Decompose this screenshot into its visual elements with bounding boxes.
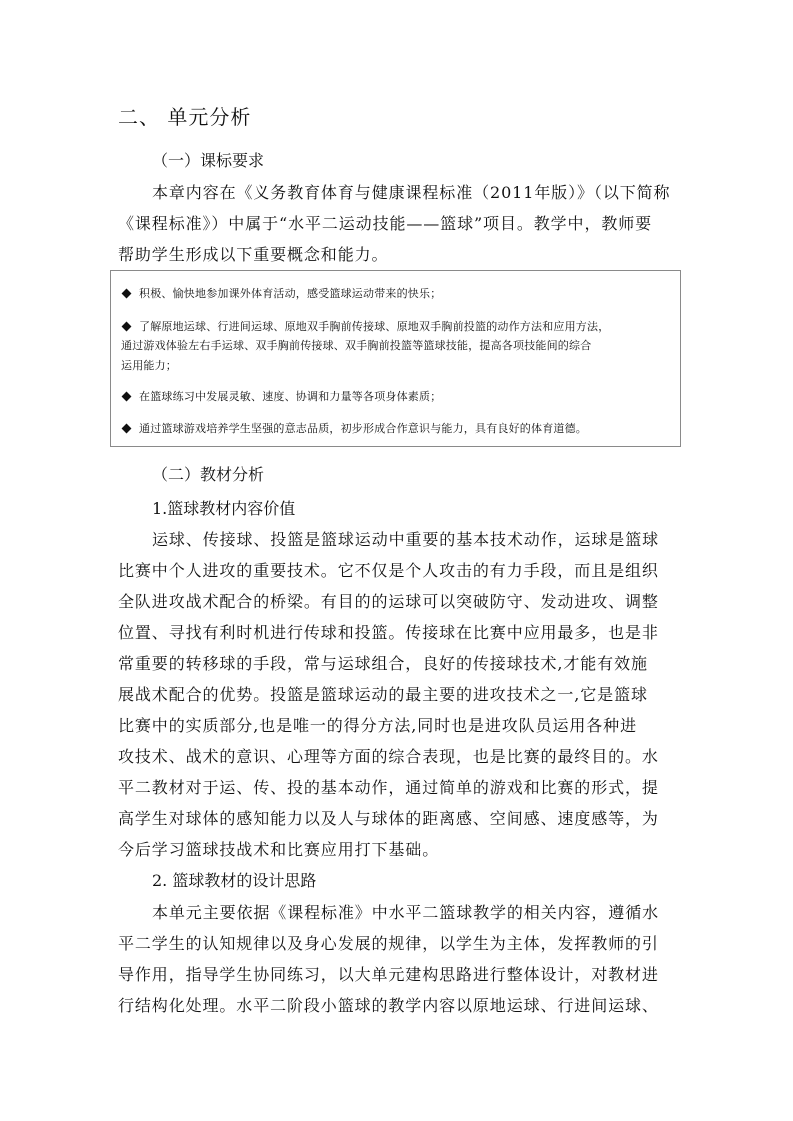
diamond-bullet-icon (122, 322, 132, 332)
subsection-title-curriculum: （一）课标要求 (152, 151, 265, 170)
requirements-box (110, 270, 681, 447)
bullet-item: 通过篮球游戏培养学生坚强的意志品质，初步形成合作意识与能力，具有良好的体育道德。 (121, 420, 587, 436)
paragraph-line: 运球、传接球、投篮是篮球运动中重要的基本技术动作，运球是篮球 (152, 530, 660, 549)
paragraph-line: 《课程标准》）中属于“水平二运动技能——篮球”项目。教学中，教师要 (118, 214, 653, 233)
subsection-title-materials: （二）教材分析 (152, 465, 265, 484)
bullet-item: 积极、愉快地参加课外体育活动，感受篮球运动带来的快乐； (121, 285, 441, 301)
paragraph-line: 今后学习篮球技战术和比赛应用打下基础。 (118, 840, 440, 859)
paragraph-line: 常重要的转移球的手段，常与运球组合，良好的传接球技术,才能有效施 (118, 654, 648, 673)
paragraph-line: 攻技术、战术的意识、心理等方面的综合表现，也是比赛的最终目的。水 (118, 747, 659, 766)
sub-subsection-title-design: 2. 篮球教材的设计思路 (152, 871, 317, 890)
bullet-item-continuation: 通过游戏体验左右手运球、双手胸前传接球、双手胸前投篮等篮球技能，提高各项技能间的综合 (121, 339, 592, 352)
diamond-bullet-icon (122, 392, 132, 402)
diamond-bullet-icon (122, 289, 132, 299)
sub-subsection-title-value: 1.篮球教材内容价值 (152, 499, 296, 518)
paragraph-line: 行结构化处理。水平二阶段小篮球的教学内容以原地运球、行进间运球、 (118, 996, 659, 1015)
paragraph-line: 本章内容在《义务教育体育与健康课程标准（2011年版）》（以下简称 (152, 183, 671, 202)
section-heading: 二、 单元分析 (118, 105, 252, 129)
paragraph-line: 本单元主要依据《课程标准》中水平二篮球教学的相关内容，遵循水 (152, 903, 660, 922)
paragraph-line: 展战术配合的优势。投篮是篮球运动的最主要的进攻技术之一,它是篮球 (118, 685, 648, 704)
paragraph-line: 平二教材对于运、传、投的基本动作，通过简单的游戏和比赛的形式，提 (118, 778, 659, 797)
paragraph-line: 平二学生的认知规律以及身心发展的规律，以学生为主体，发挥教师的引 (118, 934, 659, 953)
paragraph-line: 高学生对球体的感知能力以及人与球体的距离感、空间感、速度感等，为 (118, 809, 659, 828)
paragraph-line: 比赛中个人进攻的重要技术。它不仅是个人攻击的有力手段，而且是组织 (118, 561, 659, 580)
bullet-item: 在篮球练习中发展灵敏、速度、协调和力量等各项身体素质； (121, 388, 441, 404)
paragraph-line: 全队进攻战术配合的桥梁。有目的的运球可以突破防守、发动进攻、调整 (118, 592, 659, 611)
paragraph-line: 位置、寻找有利时机进行传球和投篮。传接球在比赛中应用最多，也是非 (118, 623, 659, 642)
bullet-item: 了解原地运球、行进间运球、原地双手胸前传接球、原地双手胸前投篮的动作方法和应用方法， (121, 318, 609, 334)
bullet-item-continuation: 运用能力； (121, 359, 177, 372)
paragraph-line: 帮助学生形成以下重要概念和能力。 (118, 245, 389, 264)
paragraph-line: 导作用，指导学生协同练习，以大单元建构思路进行整体设计，对教材进 (118, 965, 659, 984)
paragraph-line: 比赛中的实质部分,也是唯一的得分方法,同时也是进攻队员运用各种进 (118, 716, 637, 735)
diamond-bullet-icon (122, 424, 132, 434)
